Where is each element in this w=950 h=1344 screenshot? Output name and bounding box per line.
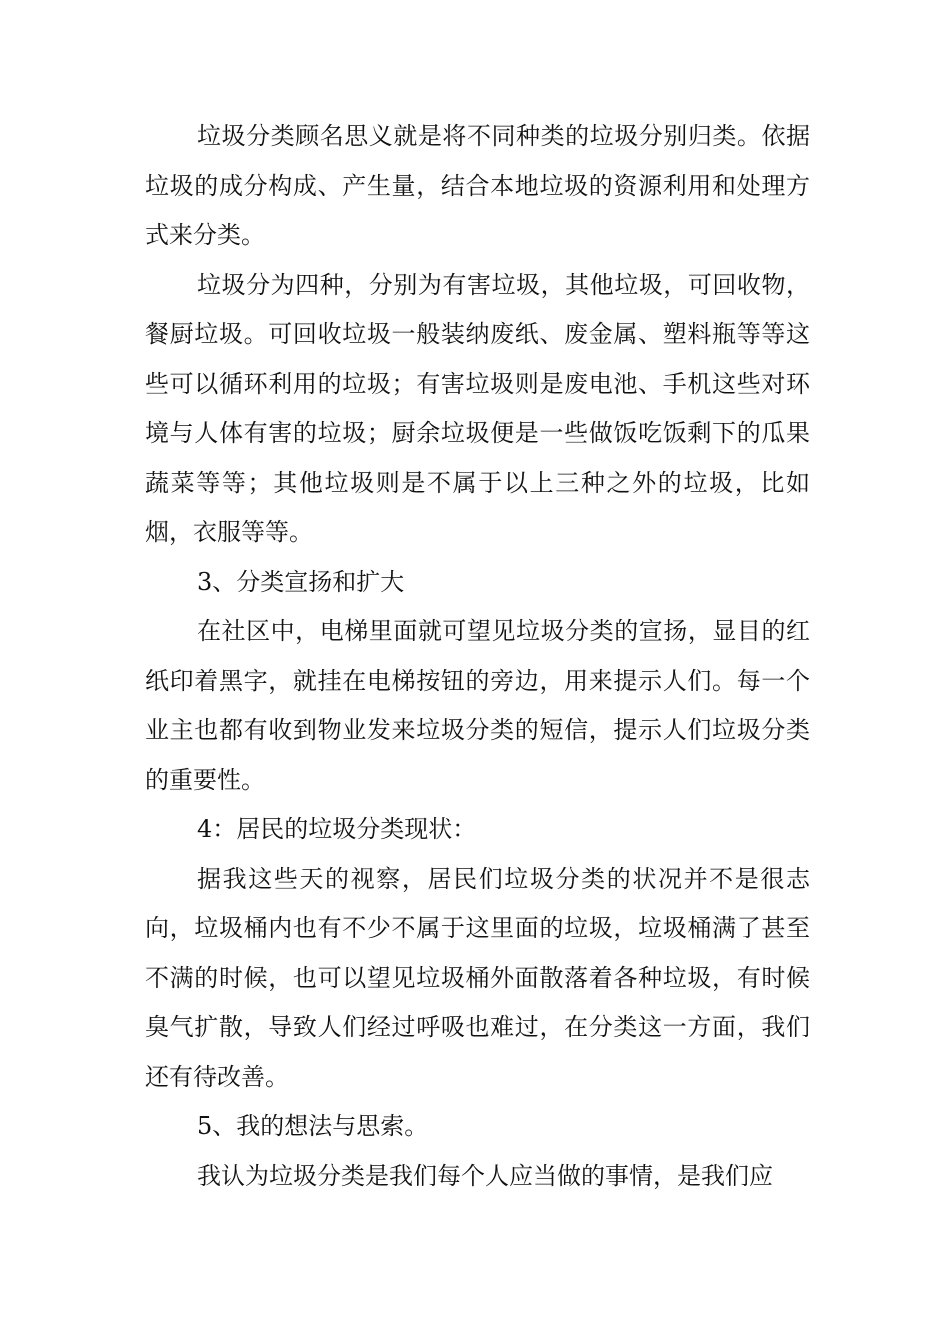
paragraph-definition: 垃圾分类顾名思义就是将不同种类的垃圾分别归类。依据垃圾的成分构成、产生量，结合本地垃圾的资源利用和处理方式来分类。 — [145, 122, 810, 249]
heading-section-5: 5、我的想法与思索。 — [197, 1112, 429, 1140]
heading-section-4: 4：居民的垃圾分类现状： — [197, 815, 477, 843]
paragraph-resident-status: 据我这些天的视察，居民们垃圾分类的状况并不是很志向，垃圾桶内也有不少不属于这里面的垃圾，垃圾桶满了甚至不满的时候，也可以望见垃圾桶外面散落着各种垃圾，有时候臭气扩散，导致人们经过呼吸也难过，在分类这一方面，我们还有待改善。 — [145, 864, 810, 1091]
paragraph-my-thoughts: 我认为垃圾分类是我们每个人应当做的事情，是我们应 — [197, 1161, 773, 1190]
document-body — [145, 112, 810, 1201]
paragraph-community-publicity: 在社区中，电梯里面就可望见垃圾分类的宣扬，显目的红纸印着黑字，就挂在电梯按钮的旁边，用来提示人们。每一个业主也都有收到物业发来垃圾分类的短信，提示人们垃圾分类的重要性。 — [145, 617, 810, 794]
paragraph-four-categories: 垃圾分为四种，分别为有害垃圾，其他垃圾，可回收物，餐厨垃圾。可回收垃圾一般装纳废纸、废金属、塑料瓶等等这些可以循环利用的垃圾；有害垃圾则是废电池、手机这些对环境与人体有害的垃圾；厨余垃圾便是一些做饭吃饭剩下的瓜果蔬菜等等；其他垃圾则是不属于以上三种之外的垃圾，比如烟，衣服等等。 — [145, 270, 810, 546]
heading-section-3: 3、分类宣扬和扩大 — [197, 567, 405, 596]
